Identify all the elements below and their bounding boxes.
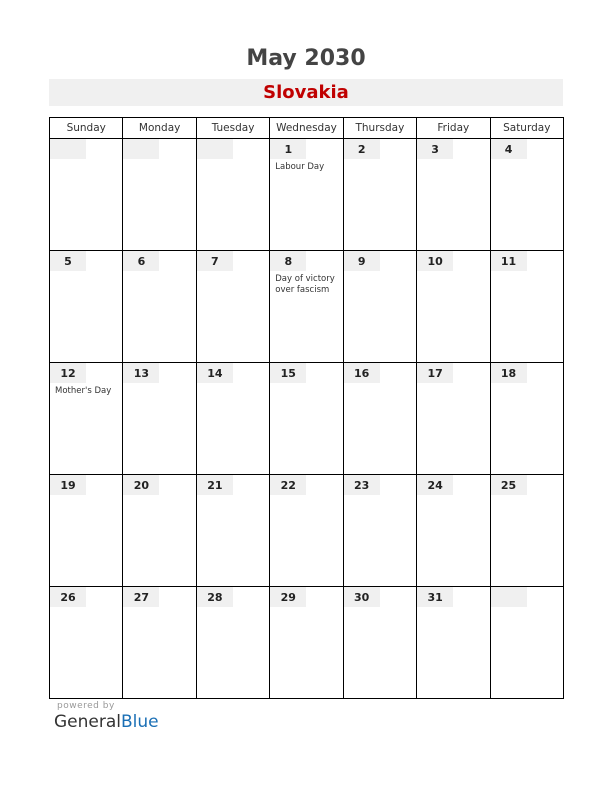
day-cell[interactable] <box>490 251 563 363</box>
weekday-header: Wednesday <box>270 118 343 139</box>
day-cell[interactable] <box>196 139 269 251</box>
country-banner <box>49 79 563 106</box>
day-number: 27 <box>123 587 159 607</box>
day-cell[interactable] <box>270 251 343 363</box>
day-number: 18 <box>491 363 527 383</box>
day-cell[interactable] <box>270 587 343 699</box>
week-row <box>50 251 564 363</box>
day-number: 16 <box>344 363 380 383</box>
calendar-grid <box>49 117 564 699</box>
day-cell[interactable] <box>50 587 123 699</box>
day-number: 21 <box>197 475 233 495</box>
day-cell[interactable] <box>123 475 196 587</box>
day-cell[interactable] <box>270 475 343 587</box>
day-cell[interactable] <box>343 139 416 251</box>
day-cell[interactable] <box>196 251 269 363</box>
day-number: 17 <box>417 363 453 383</box>
calendar-title: May 2030 <box>246 46 366 71</box>
day-cell[interactable] <box>123 363 196 475</box>
weekday-header: Saturday <box>490 118 563 139</box>
week-row <box>50 139 564 251</box>
day-cell[interactable] <box>50 363 123 475</box>
day-number: 11 <box>491 251 527 271</box>
day-number: 29 <box>270 587 306 607</box>
weekday-header: Thursday <box>343 118 416 139</box>
day-number: 5 <box>50 251 86 271</box>
day-number: 14 <box>197 363 233 383</box>
day-number: 13 <box>123 363 159 383</box>
day-cell[interactable] <box>490 475 563 587</box>
weekday-header-row <box>50 118 564 139</box>
day-cell[interactable] <box>343 587 416 699</box>
day-number <box>123 139 159 159</box>
day-number: 23 <box>344 475 380 495</box>
day-number: 12 <box>50 363 86 383</box>
day-cell[interactable] <box>417 363 490 475</box>
weekday-header: Tuesday <box>196 118 269 139</box>
day-cell[interactable] <box>343 475 416 587</box>
day-cell[interactable] <box>123 139 196 251</box>
day-cell[interactable] <box>123 251 196 363</box>
holiday-label: Labour Day <box>275 162 325 172</box>
day-cell[interactable] <box>490 139 563 251</box>
day-cell[interactable] <box>490 587 563 699</box>
week-row <box>50 363 564 475</box>
day-cell[interactable] <box>343 251 416 363</box>
day-number: 26 <box>50 587 86 607</box>
day-cell[interactable] <box>123 587 196 699</box>
powered-by-label: powered by <box>57 701 115 711</box>
week-row <box>50 587 564 699</box>
day-cell[interactable] <box>417 475 490 587</box>
day-number: 22 <box>270 475 306 495</box>
day-number: 31 <box>417 587 453 607</box>
day-cell[interactable] <box>270 139 343 251</box>
day-number: 24 <box>417 475 453 495</box>
weekday-header: Sunday <box>50 118 123 139</box>
day-number <box>197 139 233 159</box>
day-number: 3 <box>417 139 453 159</box>
day-number: 30 <box>344 587 380 607</box>
day-number <box>491 587 527 607</box>
day-cell[interactable] <box>490 363 563 475</box>
day-cell[interactable] <box>50 251 123 363</box>
generalblue-logo[interactable] <box>54 712 159 732</box>
weekday-header: Friday <box>417 118 490 139</box>
day-cell[interactable] <box>417 139 490 251</box>
day-number: 9 <box>344 251 380 271</box>
day-cell[interactable] <box>417 587 490 699</box>
day-cell[interactable] <box>196 475 269 587</box>
day-cell[interactable] <box>343 363 416 475</box>
day-cell[interactable] <box>50 475 123 587</box>
day-number <box>50 139 86 159</box>
day-number: 4 <box>491 139 527 159</box>
day-number: 28 <box>197 587 233 607</box>
day-number: 2 <box>344 139 380 159</box>
day-number: 10 <box>417 251 453 271</box>
holiday-label: Mother's Day <box>55 386 112 396</box>
day-cell[interactable] <box>50 139 123 251</box>
day-number: 1 <box>270 139 306 159</box>
day-cell[interactable] <box>417 251 490 363</box>
country-name: Slovakia <box>263 82 349 103</box>
day-cell[interactable] <box>270 363 343 475</box>
brand-blue: Blue <box>121 712 159 732</box>
brand-general: General <box>54 712 121 732</box>
day-number: 6 <box>123 251 159 271</box>
day-cell[interactable] <box>196 587 269 699</box>
day-cell[interactable] <box>196 363 269 475</box>
day-number: 25 <box>491 475 527 495</box>
day-number: 7 <box>197 251 233 271</box>
week-row <box>50 475 564 587</box>
day-number: 8 <box>270 251 306 271</box>
day-number: 19 <box>50 475 86 495</box>
day-number: 20 <box>123 475 159 495</box>
day-number: 15 <box>270 363 306 383</box>
weekday-header: Monday <box>123 118 196 139</box>
holiday-label: Day of victory over fascism <box>275 274 335 295</box>
